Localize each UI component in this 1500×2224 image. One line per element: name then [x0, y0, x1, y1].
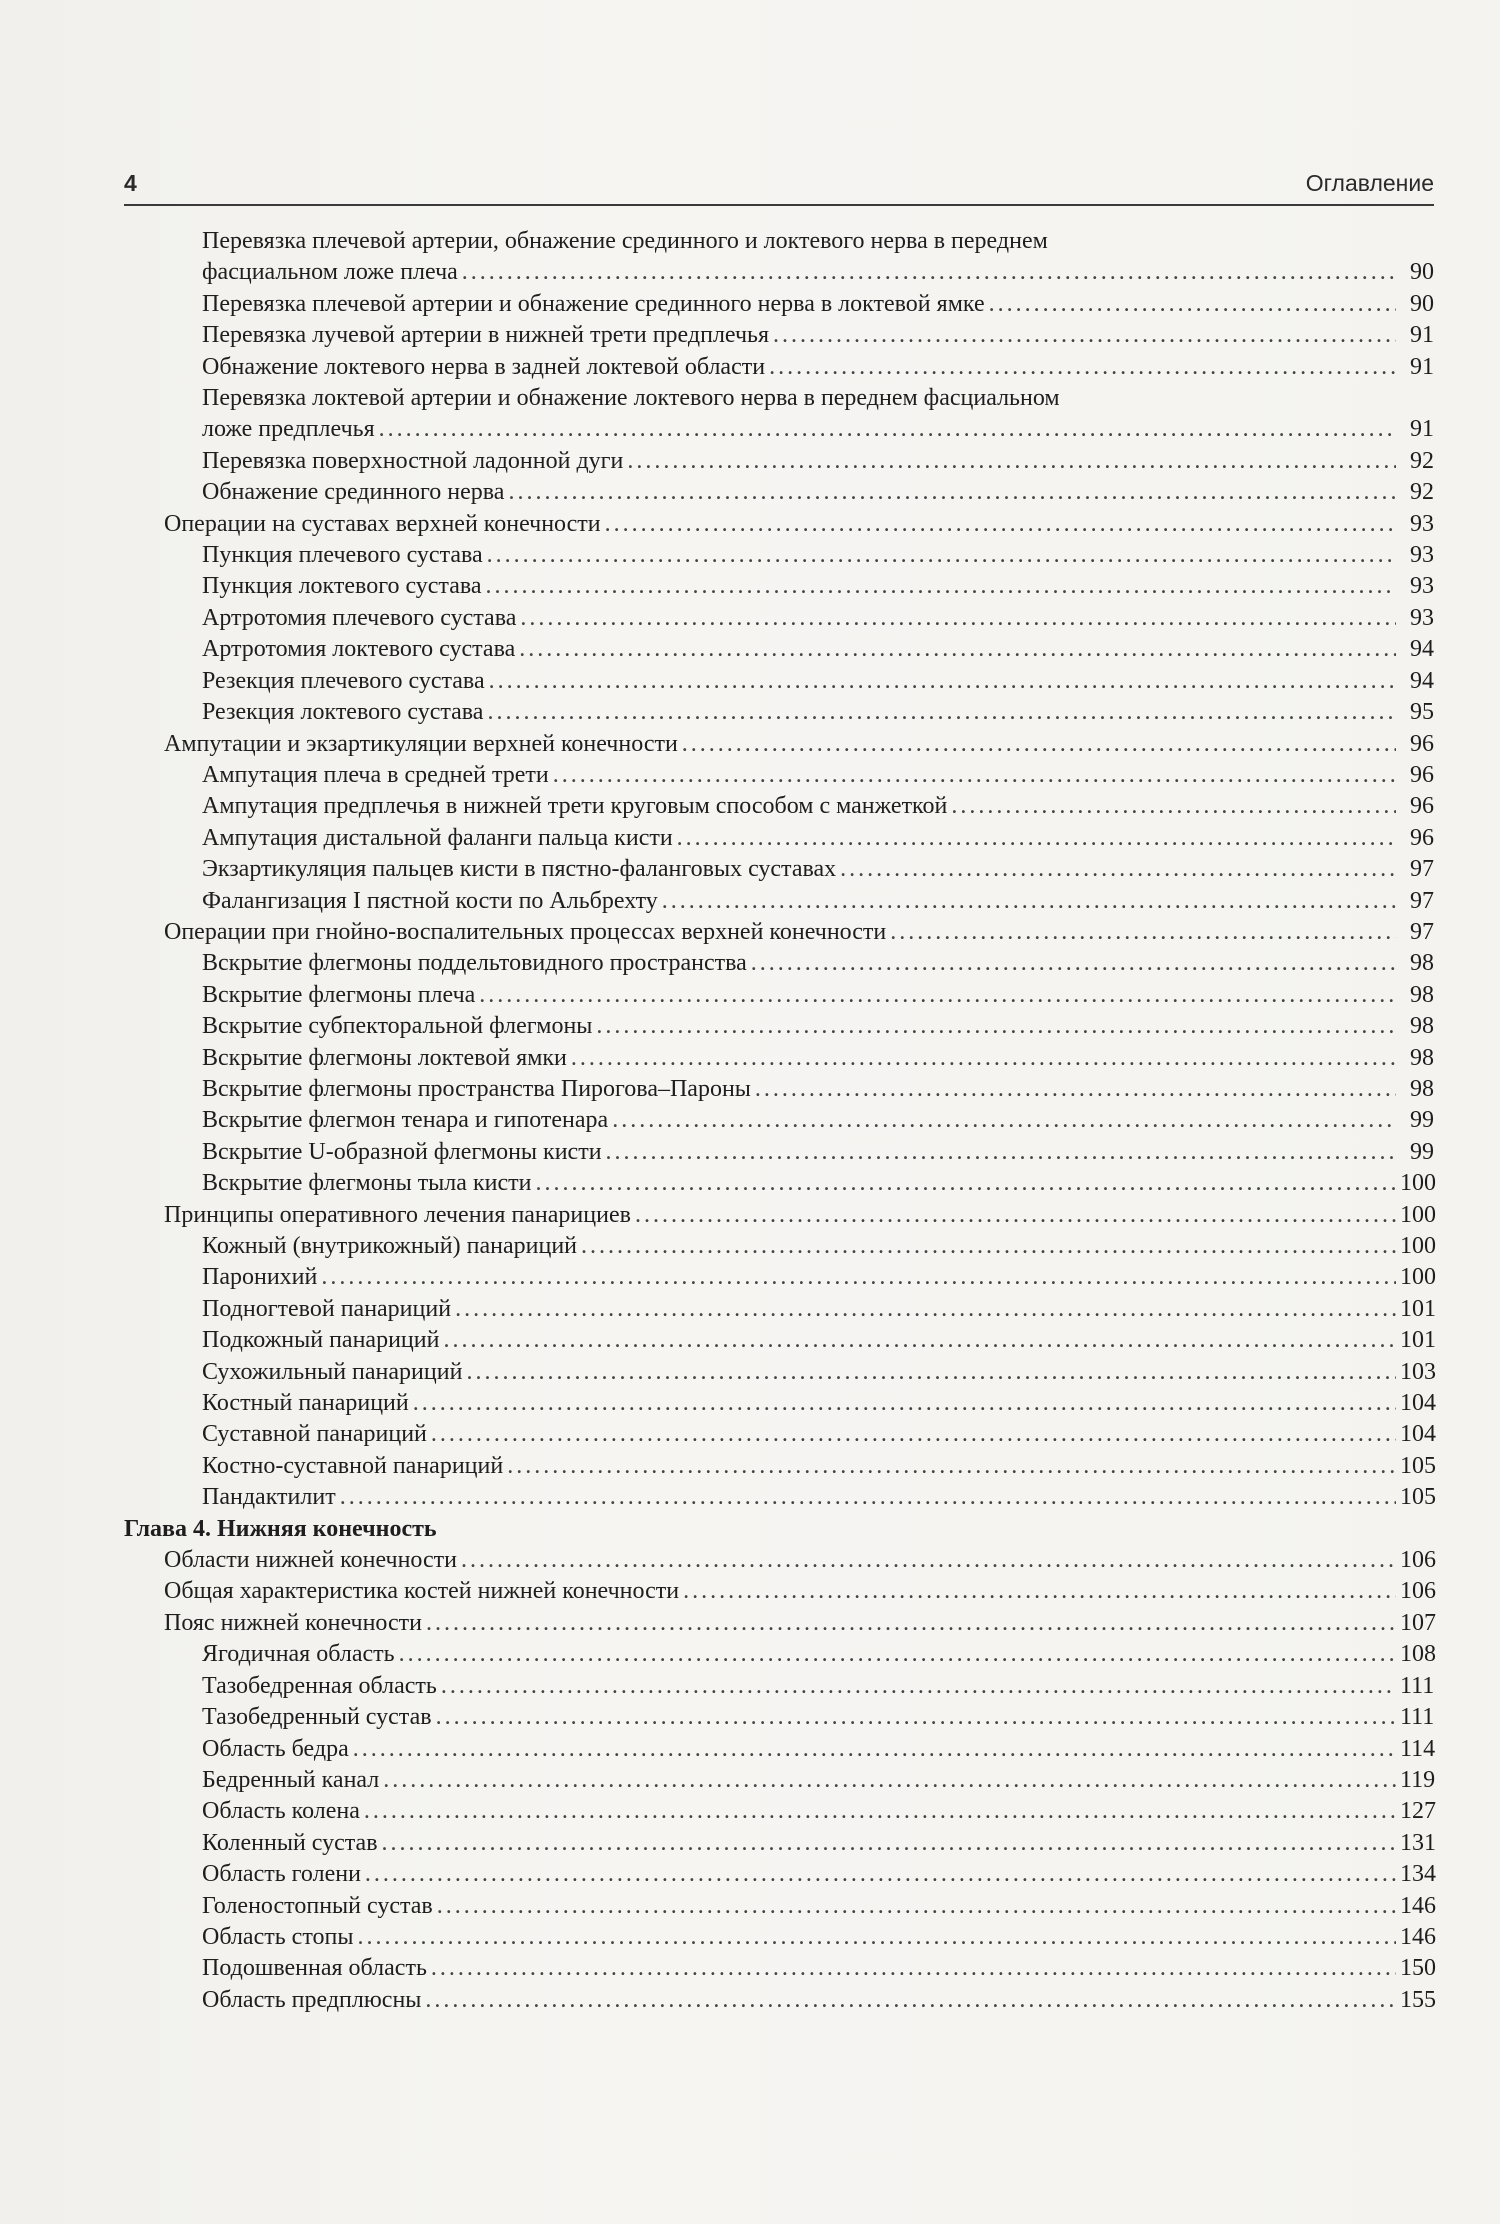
table-of-contents: [124, 226, 1434, 2016]
toc-entry: [124, 571, 1434, 602]
toc-entry-title: Вскрытие субпекторальной флегмоны: [202, 1013, 593, 1040]
toc-entry-title: фасциальном ложе плеча: [202, 259, 458, 286]
dot-leader: [769, 352, 1396, 383]
toc-entry-title: Перевязка плечевой артерии и обнажение срединного нерва в локтевой ямке: [202, 290, 985, 317]
dot-leader: [431, 1419, 1396, 1450]
toc-entry-title: Область колена: [202, 1798, 360, 1825]
toc-entry: [124, 1043, 1434, 1074]
dot-leader: [751, 948, 1396, 979]
toc-page-number: 91: [1410, 322, 1434, 349]
toc-entry: [124, 1702, 1434, 1733]
toc-entry-title: Экзартикуляция пальцев кисти в пястно-фаланговых суставах: [202, 856, 837, 883]
toc-entry-title: Ампутация предплечья в нижней трети круговым способом с манжеткой: [202, 793, 948, 820]
dot-leader: [441, 1671, 1396, 1702]
dot-leader: [321, 1262, 1396, 1293]
toc-page-number: 103: [1400, 1358, 1436, 1385]
toc-entry-title: Тазобедренная область: [202, 1672, 437, 1699]
dot-leader: [627, 446, 1396, 477]
toc-entry-title: Вскрытие флегмоны пространства Пирогова–Пароны: [202, 1075, 751, 1102]
toc-page-number: 105: [1400, 1484, 1436, 1511]
toc-entry: [124, 1828, 1434, 1859]
dot-leader: [487, 697, 1396, 728]
toc-page-number: 90: [1410, 290, 1434, 317]
dot-leader: [425, 1985, 1396, 2016]
toc-entry-title: Глава 4. Нижняя конечность: [124, 1515, 437, 1542]
toc-entry: [124, 1231, 1434, 1262]
toc-entry-title: Операции при гнойно-воспалительных процессах верхней конечности: [164, 918, 887, 945]
dot-leader: [662, 886, 1396, 917]
toc-entry: [124, 760, 1434, 791]
toc-entry: [124, 1011, 1434, 1042]
dot-leader: [461, 1545, 1396, 1576]
dot-leader: [379, 414, 1396, 445]
dot-leader: [508, 477, 1396, 508]
dot-leader: [683, 1576, 1396, 1607]
toc-entry: [124, 697, 1434, 728]
toc-entry: [124, 886, 1434, 917]
toc-page-number: 93: [1410, 604, 1434, 631]
dot-leader: [431, 1953, 1396, 1984]
toc-entry: [124, 603, 1434, 634]
toc-entry-title: Вскрытие U-образной флегмоны кисти: [202, 1138, 602, 1165]
toc-entry-title: Обнажение локтевого нерва в задней локтевой области: [202, 353, 766, 380]
toc-page-number: 91: [1410, 416, 1434, 443]
toc-entry: [124, 1608, 1434, 1639]
toc-entry: [124, 980, 1434, 1011]
dot-leader: [773, 320, 1396, 351]
toc-entry-title: Операции на суставах верхней конечности: [164, 510, 601, 537]
page-header: [124, 170, 1434, 206]
toc-entry: [124, 1796, 1434, 1827]
toc-entry-title: Сухожильный панариций: [202, 1358, 463, 1385]
toc-entry: [124, 383, 1434, 446]
toc-entry-title: Вскрытие флегмоны поддельтовидного пространства: [202, 950, 747, 977]
toc-entry-title: Подногтевой панариций: [202, 1295, 452, 1322]
toc-entry: [124, 1734, 1434, 1765]
toc-page-number: 92: [1410, 447, 1434, 474]
dot-leader: [507, 1451, 1396, 1482]
toc-entry: [124, 854, 1434, 885]
toc-page-number: 101: [1400, 1295, 1436, 1322]
toc-entry: [124, 289, 1434, 320]
dot-leader: [840, 854, 1396, 885]
dot-leader: [596, 1011, 1396, 1042]
toc-entry: [124, 1922, 1434, 1953]
toc-entry-title: Голеностопный сустав: [202, 1892, 433, 1919]
toc-page-number: 99: [1410, 1138, 1434, 1165]
toc-page-number: 98: [1410, 1013, 1434, 1040]
toc-entry: [124, 1765, 1434, 1796]
toc-entry-title-line: Перевязка локтевой артерии и обнажение локтевого нерва в переднем фасциальном: [202, 385, 1060, 412]
toc-entry: [124, 1891, 1434, 1922]
toc-page-number: 96: [1410, 730, 1434, 757]
dot-leader: [357, 1922, 1396, 1953]
toc-entry-title: Резекция плечевого сустава: [202, 667, 485, 694]
toc-page-number: 106: [1400, 1547, 1436, 1574]
toc-entry-title: Ампутация плеча в средней трети: [202, 761, 549, 788]
toc-entry-title: Область стопы: [202, 1923, 354, 1950]
dot-leader: [436, 1702, 1396, 1733]
toc-entry: [124, 446, 1434, 477]
dot-leader: [553, 760, 1396, 791]
toc-page-number: 100: [1400, 1170, 1436, 1197]
toc-page-number: 131: [1400, 1829, 1436, 1856]
toc-page-number: 95: [1410, 699, 1434, 726]
toc-page-number: 146: [1400, 1923, 1436, 1950]
toc-page-number: 119: [1400, 1766, 1436, 1793]
toc-entry-title: Область голени: [202, 1861, 361, 1888]
toc-entry: [124, 1545, 1434, 1576]
toc-page-number: 134: [1400, 1861, 1436, 1888]
toc-page-number: 101: [1400, 1327, 1436, 1354]
toc-page-number: 150: [1400, 1955, 1436, 1982]
toc-entry-title: Пункция локтевого сустава: [202, 573, 482, 600]
toc-entry-title: Перевязка лучевой артерии в нижней трети предплечья: [202, 322, 770, 349]
toc-entry: [124, 634, 1434, 665]
toc-entry-title: Область бедра: [202, 1735, 349, 1762]
dot-leader: [489, 666, 1396, 697]
toc-entry-title: Костный панариций: [202, 1390, 409, 1417]
dot-leader: [364, 1796, 1396, 1827]
dot-leader: [605, 509, 1396, 540]
dot-leader: [365, 1859, 1396, 1890]
toc-entry-title: ложе предплечья: [202, 416, 375, 443]
toc-entry-title: Вскрытие флегмоны плеча: [202, 981, 476, 1008]
toc-page-number: 100: [1400, 1264, 1436, 1291]
toc-page-number: 93: [1410, 573, 1434, 600]
toc-page-number: 97: [1410, 856, 1434, 883]
toc-entry: [124, 1419, 1434, 1450]
dot-leader: [340, 1482, 1396, 1513]
dot-leader: [413, 1388, 1396, 1419]
dot-leader: [989, 289, 1396, 320]
toc-page-number: 96: [1410, 824, 1434, 851]
toc-page-number: 106: [1400, 1578, 1436, 1605]
toc-entry-title: Тазобедренный сустав: [202, 1704, 432, 1731]
toc-entry-title: Паронихий: [202, 1264, 318, 1291]
toc-page-number: 98: [1410, 981, 1434, 1008]
toc-page-number: 127: [1400, 1798, 1436, 1825]
toc-entry-title: Пункция плечевого сустава: [202, 542, 483, 569]
dot-leader: [890, 917, 1396, 948]
dot-leader: [951, 791, 1396, 822]
toc-entry-title: Общая характеристика костей нижней конечности: [164, 1578, 680, 1605]
dot-leader: [462, 257, 1396, 288]
toc-page-number: 108: [1400, 1641, 1436, 1668]
toc-entry-title: Артротомия плечевого сустава: [202, 604, 517, 631]
toc-page-number: 111: [1400, 1704, 1435, 1731]
dot-leader: [635, 1200, 1396, 1231]
toc-entry: [124, 352, 1434, 383]
toc-page-number: 91: [1410, 353, 1434, 380]
dot-leader: [487, 540, 1396, 571]
toc-page-number: 114: [1400, 1735, 1436, 1762]
toc-entry: [124, 1671, 1434, 1702]
toc-page-number: 94: [1410, 667, 1434, 694]
toc-entry-title: Суставной панариций: [202, 1421, 427, 1448]
toc-entry: [124, 1357, 1434, 1388]
toc-entry: [124, 1576, 1434, 1607]
toc-entry: [124, 1137, 1434, 1168]
toc-entry: [124, 1262, 1434, 1293]
toc-entry: [124, 1168, 1434, 1199]
dot-leader: [755, 1074, 1396, 1105]
toc-page-number: 90: [1410, 259, 1434, 286]
toc-entry-title: Бедренный канал: [202, 1766, 380, 1793]
toc-entry-title: Ягодичная область: [202, 1641, 395, 1668]
dot-leader: [677, 823, 1396, 854]
toc-entry: [124, 226, 1434, 289]
toc-entry-title: Ампутации и экзартикуляции верхней конечности: [164, 730, 678, 757]
toc-entry-title: Пандактилит: [202, 1484, 336, 1511]
toc-entry-title: Костно-суставной панариций: [202, 1452, 504, 1479]
dot-leader: [443, 1325, 1396, 1356]
page-number: 4: [124, 170, 137, 196]
toc-page-number: 98: [1410, 1044, 1434, 1071]
toc-entry-title: Вскрытие флегмон тенара и гипотенара: [202, 1107, 609, 1134]
toc-entry: [124, 320, 1434, 351]
toc-entry: [124, 666, 1434, 697]
toc-entry-title: Вскрытие флегмоны локтевой ямки: [202, 1044, 567, 1071]
dot-leader: [426, 1608, 1396, 1639]
toc-entry-title: Ампутация дистальной фаланги пальца кисти: [202, 824, 673, 851]
toc-chapter-heading: [124, 1514, 1434, 1545]
dot-leader: [382, 1828, 1396, 1859]
toc-entry: [124, 1451, 1434, 1482]
toc-entry-title: Подкожный панариций: [202, 1327, 440, 1354]
toc-entry-title: Резекция локтевого сустава: [202, 699, 484, 726]
dot-leader: [581, 1231, 1396, 1262]
toc-entry-title: Принципы оперативного лечения панарициев: [164, 1201, 631, 1228]
toc-entry: [124, 1200, 1434, 1231]
dot-leader: [682, 729, 1396, 760]
toc-entry: [124, 1294, 1434, 1325]
dot-leader: [437, 1891, 1396, 1922]
toc-entry: [124, 1388, 1434, 1419]
dot-leader: [479, 980, 1396, 1011]
toc-entry: [124, 1985, 1434, 2016]
toc-entry: [124, 791, 1434, 822]
toc-page-number: 100: [1400, 1233, 1436, 1259]
toc-entry: [124, 540, 1434, 571]
toc-entry: [124, 1074, 1434, 1105]
toc-entry: [124, 1482, 1434, 1513]
toc-entry: [124, 1859, 1434, 1890]
toc-page-number: 93: [1410, 542, 1434, 569]
toc-entry: [124, 917, 1434, 948]
dot-leader: [520, 603, 1396, 634]
toc-page-number: 93: [1410, 510, 1434, 537]
toc-page-number: 107: [1400, 1609, 1436, 1636]
dot-leader: [535, 1168, 1396, 1199]
toc-page-number: 92: [1410, 479, 1434, 506]
dot-leader: [519, 634, 1396, 665]
toc-page-number: 96: [1410, 761, 1434, 788]
toc-page-number: 104: [1400, 1421, 1436, 1448]
dot-leader: [466, 1357, 1396, 1388]
toc-page-number: 96: [1410, 793, 1434, 820]
dot-leader: [353, 1734, 1396, 1765]
toc-entry: [124, 729, 1434, 760]
toc-entry-title: Кожный (внутрикожный) панариций: [202, 1233, 577, 1259]
toc-entry-title: Артротомия локтевого сустава: [202, 636, 516, 663]
running-title: Оглавление: [1305, 170, 1434, 196]
toc-entry: [124, 477, 1434, 508]
toc-page-number: 98: [1410, 950, 1434, 977]
toc-entry-title: Области нижней конечности: [164, 1547, 458, 1574]
toc-entry-title: Вскрытие флегмоны тыла кисти: [202, 1170, 532, 1197]
toc-page-number: 97: [1410, 918, 1434, 945]
toc-entry: [124, 823, 1434, 854]
toc-page-number: 104: [1400, 1390, 1436, 1417]
toc-page-number: 94: [1410, 636, 1434, 663]
toc-entry-title: Обнажение срединного нерва: [202, 479, 505, 506]
dot-leader: [571, 1043, 1396, 1074]
toc-entry-title-line: Перевязка плечевой артерии, обнажение срединного и локтевого нерва в переднем: [202, 228, 1048, 254]
toc-entry: [124, 509, 1434, 540]
dot-leader: [455, 1294, 1396, 1325]
toc-page-number: 146: [1400, 1892, 1436, 1919]
toc-entry: [124, 1325, 1434, 1356]
toc-entry: [124, 948, 1434, 979]
toc-entry-title: Область предплюсны: [202, 1986, 422, 2013]
toc-entry-title: Коленный сустав: [202, 1829, 378, 1856]
toc-page-number: 155: [1400, 1986, 1436, 2013]
dot-leader: [612, 1105, 1396, 1136]
toc-entry: [124, 1639, 1434, 1670]
toc-page-number: 97: [1410, 887, 1434, 914]
toc-page-number: 98: [1410, 1075, 1434, 1102]
dot-leader: [606, 1137, 1396, 1168]
toc-entry-title: Пояс нижней конечности: [164, 1609, 423, 1636]
toc-entry-title: Фалангизация I пястной кости по Альбрехту: [202, 887, 658, 914]
toc-page-number: 100: [1400, 1201, 1436, 1228]
toc-entry: [124, 1953, 1434, 1984]
toc-entry-title: Перевязка поверхностной ладонной дуги: [202, 447, 624, 474]
toc-page-number: 99: [1410, 1107, 1434, 1134]
dot-leader: [383, 1765, 1396, 1796]
toc-page-number: 111: [1400, 1672, 1435, 1699]
toc-entry: [124, 1105, 1434, 1136]
dot-leader: [399, 1639, 1396, 1670]
toc-entry-title: Подошвенная область: [202, 1955, 427, 1982]
toc-page-number: 105: [1400, 1452, 1436, 1479]
dot-leader: [486, 571, 1396, 602]
